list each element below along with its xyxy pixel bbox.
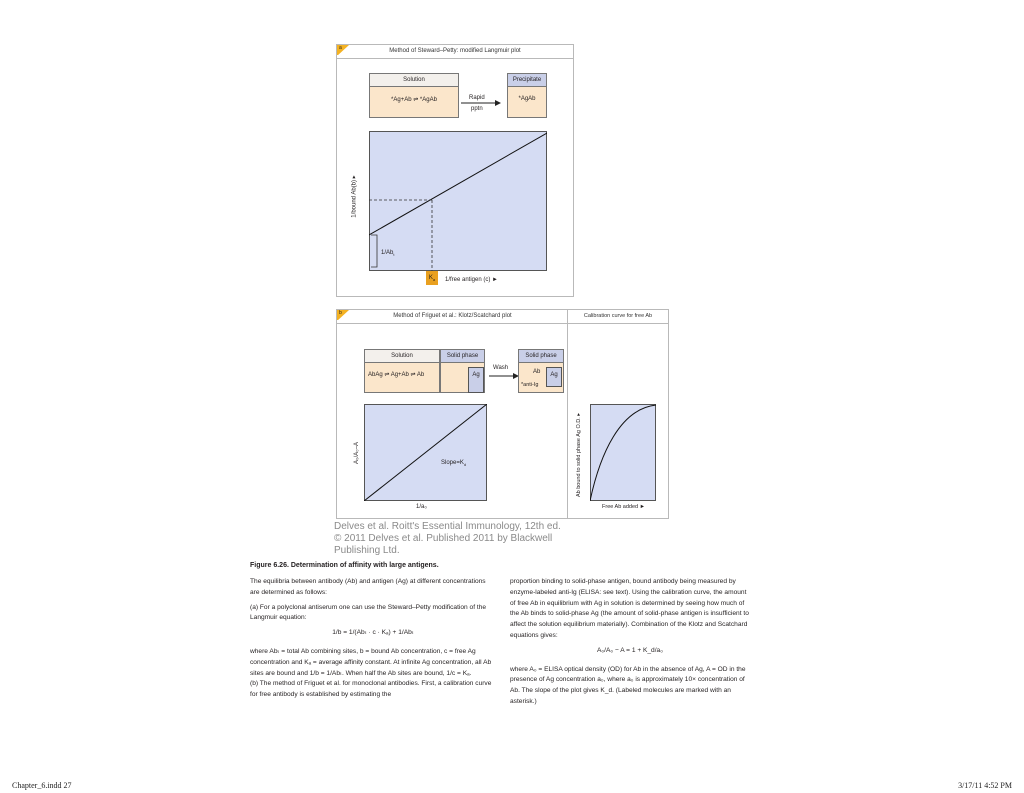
solution-box-a [369,73,459,118]
calibration-curve-svg [590,404,656,501]
ka-sub: a [432,277,436,283]
ka-marker [426,271,438,285]
left-p3: where Abₜ = total Ab combining sites, b = bound Ab concentration, c = free Ag concentration and Kₐ = average affinity constant. At infinite Ag concentration, all Ab sites are bound and 1/b = 1/Abₜ. When half the Ab sites are bound, 1/c = Kₐ. [250,647,492,677]
intercept-bracket [371,235,377,267]
langmuir-ylabel: 1/bound Ab(b) ▸ [351,175,358,218]
panel-a-title-rule [337,58,573,59]
solid-phase-box-2 [518,349,564,393]
wash-label: Wash [493,365,509,371]
solid-phase-box [440,349,485,393]
credit-line-3: Publishing Ltd. [334,545,400,556]
rapid-label: Rapid [469,95,485,101]
pptn-label: pptn [471,106,483,112]
rapid-arrow [461,100,501,106]
intercept-label [381,250,394,257]
right-p2: where A₀ = ELISA optical density (OD) for Ab in the absence of Ag, A = OD in the presence of Ag concentration a₀, where a₀ is approximately 10× concentration of Ab. The slope of the plot gives K_d. (Labeled molecules are marked with an asterisk.) [510,665,746,705]
panel-c [567,309,669,519]
solid-phase-label: Solid phase [441,350,484,363]
langmuir-line [369,133,547,235]
solution-box-b [364,349,440,393]
calibration-ylabel: Ab bound to solid phase Ag O.D. ▸ [576,412,582,498]
intercept-text: 1/Ab [381,250,394,256]
panel-b [336,309,569,519]
klotz-xlabel: 1/a₀ [416,504,427,510]
klotz-line [364,404,487,501]
solution-label-a: Solution [370,74,458,87]
klotz-equation: A₀/A₀ − A = 1 + K_d/a₀ [597,646,663,654]
panel-c-title: Calibration curve for free Ab [583,313,653,319]
solution-equation-a: *Ag+Ab ⇌ *AgAb [391,97,437,103]
solid-phase-label-2: Solid phase [519,350,563,363]
solid-ag-2: Ag [546,367,562,387]
credit-line-2: © 2011 Delves et al. Published 2011 by Blackwell [334,533,553,544]
wash-arrow [489,373,519,379]
left-column [250,577,496,705]
panel-a-title: Method of Steward–Petty: modified Langmuir plot [389,48,521,54]
solution-label-b: Solution [365,350,439,363]
calibration-xlabel: Free Ab added ► [602,504,646,510]
solution-equation-b: AbAg ⇌ Ag+Ab ⇌ Ab [368,372,425,378]
precipitate-label: Precipitate [508,74,546,87]
bound-ab: Ab [533,369,541,375]
panel-a-tag: a [339,45,342,51]
panel-b-title: Method of Friguet et al.: Klotz/Scatchard plot [393,313,512,319]
precipitate-content: *AgAb [518,96,536,102]
panel-b-title-rule [337,323,568,324]
panel-b-tag: b [339,310,342,316]
slope-text: Slope=K [441,460,464,466]
figure-caption: Figure 6.26. Determination of affinity with large antigens. [250,562,439,569]
footer-file: Chapter_6.indd 27 [12,781,72,790]
klotz-line-svg [364,404,487,501]
left-p1: The equilibria between antibody (Ab) and antigen (Ag) at different concentrations are determined as follows: [250,578,486,596]
panel-c-title-rule [568,323,668,324]
right-p1: proportion binding to solid-phase antigen, bound antibody being measured by enzyme-labeled anti-Ig (ELISA: see text). Using the calibration curve, the amount of free Ab in equilibrium with Ag in solution is determined by seeing how much of the Ab binds to solid-phase Ag (the amount of solid-phase antigen is insufficient to affect the solution equilibrium materially). Combination of the Klotz and Scatchard equations gives: [510,578,749,639]
intercept-sub: t [393,252,395,258]
langmuir-xlabel: 1/free antigen (c) ► [445,277,498,283]
footer-timestamp: 3/17/11 4:52 PM [958,781,1012,790]
left-p2: (a) For a polyclonal antiserum one can use the Steward–Petty modification of the Langmuir equation: [250,603,487,622]
right-column [510,577,750,712]
slope-sub: d [463,462,467,468]
credit-line-1: Delves et al. Roitt's Essential Immunology, 12th ed. [334,521,561,532]
langmuir-lines [369,131,547,271]
precipitate-box [507,73,547,118]
ka-text: K [428,275,433,281]
panel-a [336,44,574,297]
klotz-ylabel: A₀/A₀–A [354,442,360,464]
langmuir-equation: 1/b = 1/(Abₜ · c · Kₐ) + 1/Abₜ [332,629,414,637]
left-p4: (b) The method of Friguet et al. for monoclonal antibodies. First, a calibration curve for free antibody is established by estimating the [250,680,492,699]
solid-ag: Ag [468,367,484,393]
anti-ig-label: *anti-Ig [521,382,539,388]
calibration-curve [590,405,656,501]
klotz-slope-label [441,460,466,467]
